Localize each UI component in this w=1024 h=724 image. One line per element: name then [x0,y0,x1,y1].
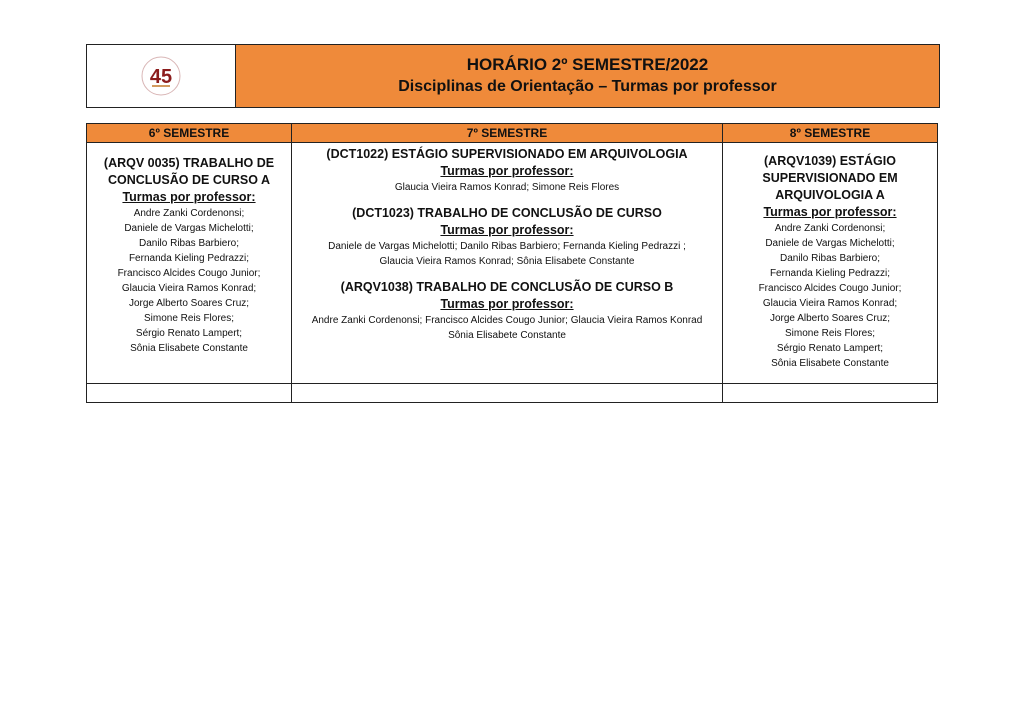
turmas-label: Turmas por professor: [763,205,897,219]
course-title: (DCT1023) TRABALHO DE CONCLUSÃO DE CURSO [352,206,662,220]
course-block [292,146,722,195]
course-title-line: (ARQV1039) ESTÁGIO [764,154,896,168]
cell-sem8 [723,143,937,384]
professor-name: Sérgio Renato Lampert; [135,328,243,339]
turmas-label: Turmas por professor: [440,164,574,178]
professor-name: Sônia Elisabete Constante [130,343,248,354]
professor-list [723,221,937,371]
professor-name: Daniele de Vargas Michelotti; [124,223,254,234]
empty-cell [723,384,937,402]
course-title-line: SUPERVISIONADO EM [762,171,898,185]
column-header-6: 6º SEMESTRE [87,124,292,143]
course-block [292,279,722,343]
turmas-label: Turmas por professor: [440,223,574,237]
professor-name: Andre Zanki Cordenonsi; [774,223,886,234]
professor-name: Sérgio Renato Lampert; [776,343,884,354]
logo-text: 45 [149,66,173,88]
professor-name: Jorge Alberto Soares Cruz; [128,298,250,309]
column-header-7: 7º SEMESTRE [292,124,723,143]
professor-name: Danilo Ribas Barbiero; [779,253,881,264]
professor-name: Simone Reis Flores; [143,313,235,324]
professor-name: Glaucia Vieira Ramos Konrad; [121,283,257,294]
column-header-8: 8º SEMESTRE [723,124,937,143]
professor-name: Danilo Ribas Barbiero; [138,238,240,249]
schedule-table [86,123,938,403]
professor-name: Sônia Elisabete Constante [771,358,889,369]
professor-name: Simone Reis Flores; [784,328,876,339]
turmas-label: Turmas por professor: [122,190,256,204]
professor-names: Sônia Elisabete Constante [448,330,566,341]
cell-sem6 [87,143,292,384]
professor-name: Glaucia Vieira Ramos Konrad; [762,298,898,309]
course-title: (DCT1022) ESTÁGIO SUPERVISIONADO EM ARQUIVOLOGIA [326,147,688,161]
professor-names: Glaucia Vieira Ramos Konrad; Simone Reis Flores [394,182,620,193]
empty-cell [292,384,723,402]
course-block [292,205,722,269]
professor-names: Andre Zanki Cordenonsi; Francisco Alcides Cougo Junior; Glaucia Vieira Ramos Konrad [311,315,703,326]
course-title-line: (ARQV 0035) TRABALHO DE [103,156,275,170]
title-cell [236,45,939,107]
document-header [86,44,940,108]
professor-name: Fernanda Kieling Pedrazzi; [128,253,250,264]
university-logo-icon [139,54,183,98]
professor-name: Daniele de Vargas Michelotti; [765,238,895,249]
professor-names: Daniele de Vargas Michelotti; Danilo Ribas Barbiero; Fernanda Kieling Pedrazzi ; [328,241,686,252]
cell-sem7 [292,143,723,384]
course-title-line: ARQUIVOLOGIA A [775,188,885,202]
page-title: HORÁRIO 2º SEMESTRE/2022 [466,55,709,74]
empty-cell [87,384,292,402]
professor-name: Fernanda Kieling Pedrazzi; [769,268,891,279]
professor-name: Francisco Alcides Cougo Junior; [758,283,902,294]
logo-cell [87,45,236,107]
professor-names: Glaucia Vieira Ramos Konrad; Sônia Elisabete Constante [379,256,635,267]
professor-name: Francisco Alcides Cougo Junior; [117,268,261,279]
professor-name: Jorge Alberto Soares Cruz; [769,313,891,324]
course-title: (ARQV1038) TRABALHO DE CONCLUSÃO DE CURSO B [340,280,674,294]
professor-list [87,206,291,356]
course-title-line: CONCLUSÃO DE CURSO A [107,173,271,187]
turmas-label: Turmas por professor: [440,297,574,311]
professor-name: Andre Zanki Cordenonsi; [133,208,245,219]
page-subtitle: Disciplinas de Orientação – Turmas por professor [398,78,777,95]
